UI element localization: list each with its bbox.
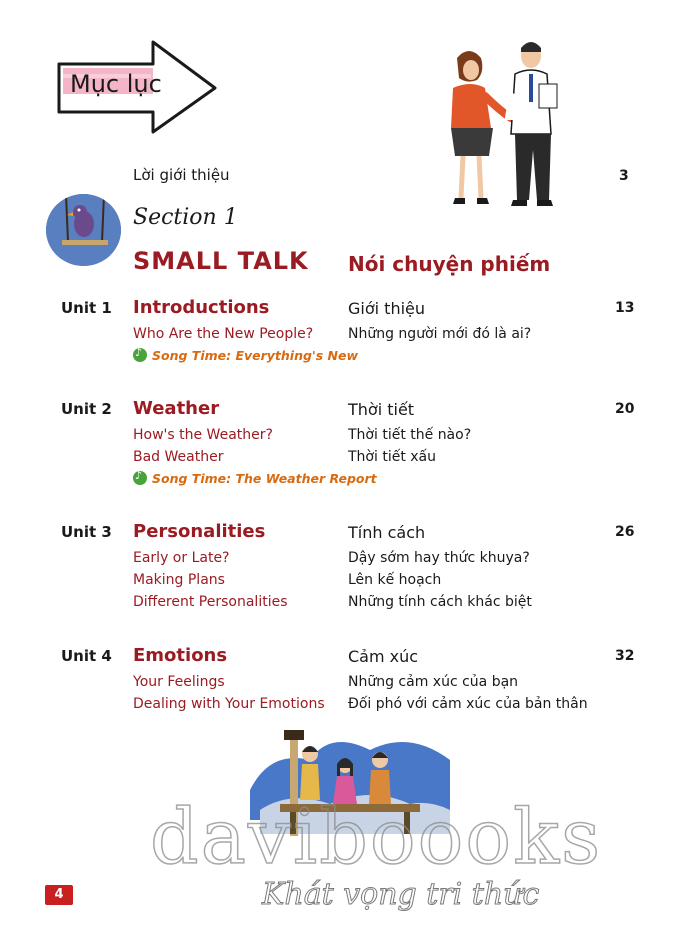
unit-3-label: Unit 3 (61, 523, 112, 541)
lesson-3-2-title-vi: Lên kế hoạch (348, 572, 442, 588)
lesson-2-2-title[interactable]: Bad Weather (133, 449, 224, 465)
lesson-4-2-title-vi: Đối phó với cảm xúc của bản thân (348, 696, 588, 712)
page-title: Mục lục (70, 70, 162, 98)
lesson-3-3-title[interactable]: Different Personalities (133, 594, 288, 610)
unit-3-title[interactable]: Personalities (133, 521, 266, 542)
watermark-brand: daviboooks (150, 792, 603, 881)
lesson-3-3-title-vi: Những tính cách khác biệt (348, 594, 532, 610)
lesson-2-2-title-vi: Thời tiết xấu (348, 449, 436, 465)
lesson-1-1-title[interactable]: Who Are the New People? (133, 326, 314, 342)
page-number-badge (45, 885, 73, 905)
page-number: 4 (54, 887, 64, 902)
intro-label[interactable]: Lời giới thiệu (133, 166, 230, 184)
unit-4-title[interactable]: Emotions (133, 645, 228, 666)
watermark-tagline: Khát vọng tri thức (262, 877, 540, 912)
lesson-4-1-title[interactable]: Your Feelings (133, 674, 225, 690)
lesson-3-1-title[interactable]: Early or Late? (133, 550, 230, 566)
unit-1-page-number: 13 (615, 300, 635, 316)
unit-2-song-title: Song Time: The Weather Report (152, 471, 377, 486)
unit-2-label: Unit 2 (61, 400, 112, 418)
unit-1-song-title: Song Time: Everything's New (152, 348, 359, 363)
lesson-4-2-title[interactable]: Dealing with Your Emotions (133, 696, 325, 712)
lesson-2-1-title[interactable]: How's the Weather? (133, 427, 273, 443)
unit-1-title[interactable]: Introductions (133, 297, 270, 318)
unit-2-page-number: 20 (615, 401, 635, 417)
unit-4-label: Unit 4 (61, 647, 112, 665)
music-note-icon (133, 471, 147, 485)
unit-1-label: Unit 1 (61, 299, 112, 317)
lesson-2-1-title-vi: Thời tiết thế nào? (348, 427, 472, 443)
music-note-icon (133, 348, 147, 362)
lesson-1-1-title-vi: Những người mới đó là ai? (348, 326, 532, 342)
unit-4-title-vi: Cảm xúc (348, 647, 419, 666)
section-title-en: SMALL TALK (133, 247, 309, 275)
section-title-vi: Nói chuyện phiếm (348, 252, 551, 276)
unit-1-song[interactable] (133, 348, 358, 363)
unit-3-page-number: 26 (615, 524, 635, 540)
lesson-3-2-title[interactable]: Making Plans (133, 572, 225, 588)
intro-page-number: 3 (619, 168, 629, 184)
unit-3-title-vi: Tính cách (348, 523, 426, 542)
handshake-illustration (435, 38, 565, 213)
section-label: Section 1 (133, 205, 238, 230)
lesson-3-1-title-vi: Dậy sớm hay thức khuya? (348, 550, 530, 566)
unit-2-title-vi: Thời tiết (348, 400, 415, 419)
unit-4-page-number: 32 (615, 648, 635, 664)
unit-2-song[interactable] (133, 471, 377, 486)
bird-section-icon (46, 194, 121, 266)
unit-2-title[interactable]: Weather (133, 398, 220, 419)
unit-1-title-vi: Giới thiệu (348, 299, 426, 318)
lesson-4-1-title-vi: Những cảm xúc của bạn (348, 674, 519, 690)
